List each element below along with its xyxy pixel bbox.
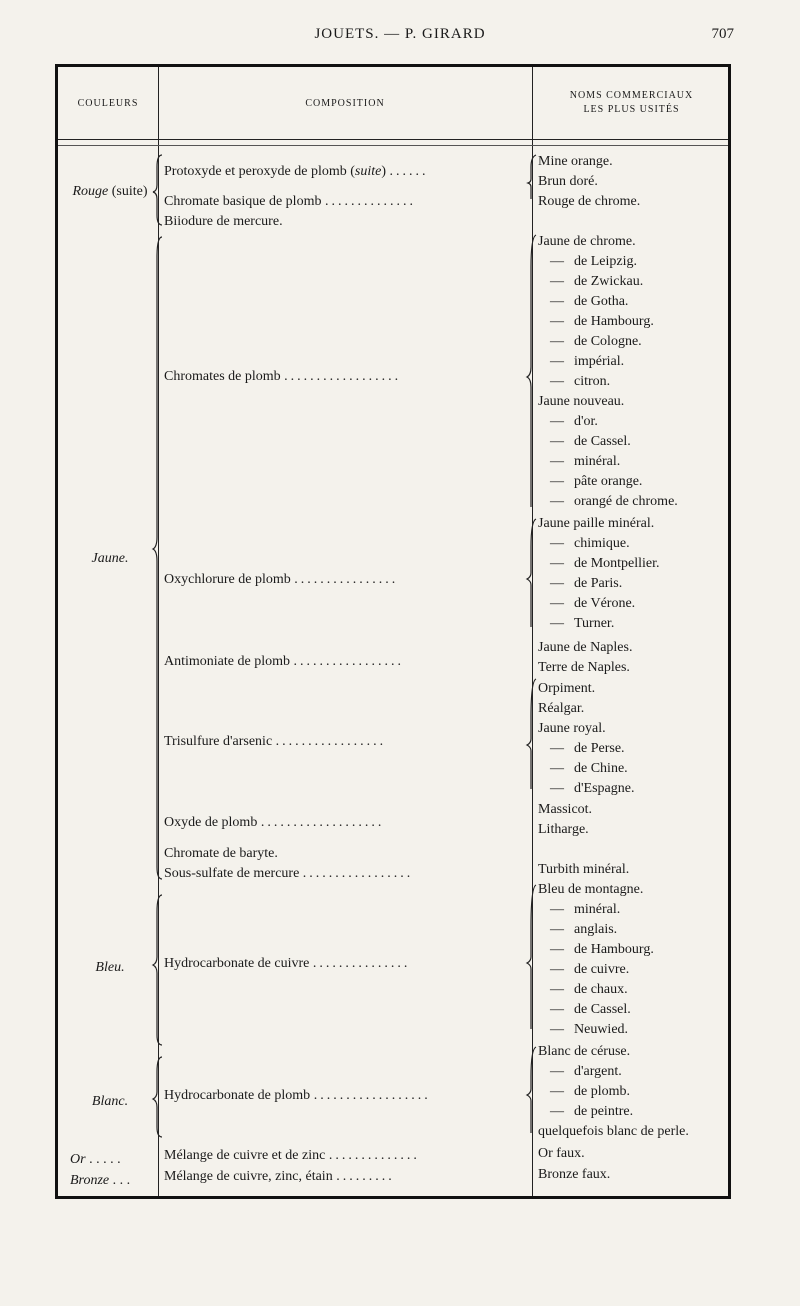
trade-name: quelquefois blanc de perle. [538,1124,689,1139]
trade-name: — d'Espagne. [550,781,635,796]
color-label-bronze: Bronze . . . [70,1173,131,1188]
column-header-colors: COULEURS [77,98,139,109]
trade-name: — de Cassel. [550,1002,631,1017]
trade-name: — de Zwickau. [550,274,644,289]
trade-name: — de Hambourg. [550,314,654,329]
composition-item: Chromates de plomb .................. [164,369,402,384]
column-divider [532,67,533,1196]
composition-item: Antimoniate de plomb ................. [164,654,404,669]
trade-name: Litharge. [538,822,589,837]
trade-name: Brun doré. [538,174,598,189]
trade-name: — de Cassel. [550,434,631,449]
trade-name: — anglais. [550,922,618,937]
trade-name: — de Cologne. [550,334,642,349]
trade-name: — de cuivre. [550,962,630,977]
trade-name: — de Montpellier. [550,556,660,571]
trade-name: — impérial. [550,354,625,369]
trade-name: — Turner. [550,616,615,631]
composition-item: Chromate de baryte. [164,846,278,861]
trade-name: Turbith minéral. [538,862,630,877]
column-header-names: NOMS COMMERCIAUX LES PLUS USITÉS [569,90,694,115]
column-header-composition: COMPOSITION [305,98,385,109]
trade-name: Bleu de montagne. [538,882,644,897]
trade-name: Jaune royal. [538,721,606,736]
trade-name: Jaune paille minéral. [538,516,655,531]
pigment-table [55,64,731,1199]
composition-item: Biiodure de mercure. [164,214,283,229]
trade-name: Jaune de Naples. [538,640,633,655]
column-divider [158,67,159,1196]
page-header [0,26,800,46]
composition-item: Hydrocarbonate de cuivre ............... [164,956,411,971]
composition-item: Protoxyde et peroxyde de plomb (suite) ...... [164,164,429,179]
trade-name: — d'or. [550,414,598,429]
trade-name: — Neuwied. [550,1022,629,1037]
trade-name: — orangé de chrome. [550,494,678,509]
composition-item: Mélange de cuivre, zinc, étain ......... [164,1169,395,1184]
trade-name: — minéral. [550,454,621,469]
trade-name: — de Chine. [550,761,628,776]
trade-name: — de Perse. [550,741,625,756]
color-label-blanc: Blanc. [91,1094,129,1109]
trade-name: — de peintre. [550,1104,634,1119]
trade-name: Rouge de chrome. [538,194,641,209]
trade-name: Jaune nouveau. [538,394,625,409]
composition-item: Oxyde de plomb ................... [164,815,385,830]
composition-item: Sous-sulfate de mercure ................. [164,866,414,881]
trade-name: — de Leipzig. [550,254,637,269]
trade-name: — de Hambourg. [550,942,654,957]
trade-name: — citron. [550,374,611,389]
color-label-bleu: Bleu. [95,960,125,975]
trade-name: — minéral. [550,902,621,917]
header-rule [58,145,728,146]
trade-name: — de Gotha. [550,294,629,309]
trade-name: Mine orange. [538,154,613,169]
composition-item: Chromate basique de plomb .............. [164,194,416,209]
trade-name: Bronze faux. [538,1167,611,1182]
header-rule [58,139,728,140]
trade-name: Blanc de céruse. [538,1044,631,1059]
trade-name: Orpiment. [538,681,596,696]
trade-name: — pâte orange. [550,474,643,489]
trade-name: Massicot. [538,802,593,817]
composition-item: Oxychlorure de plomb ................ [164,572,399,587]
trade-name: — de Paris. [550,576,623,591]
trade-name: Jaune de chrome. [538,234,636,249]
color-label-rouge: Rouge (suite) [72,184,148,199]
trade-name: — chimique. [550,536,630,551]
trade-name: Réalgar. [538,701,585,716]
trade-name: Or faux. [538,1146,585,1161]
trade-name: — de Vérone. [550,596,636,611]
color-label-or: Or . . . . . [70,1152,121,1167]
color-label-jaune: Jaune. [91,551,129,566]
trade-name: — de chaux. [550,982,628,997]
page-number: 707 [711,26,734,42]
composition-item: Mélange de cuivre et de zinc .............. [164,1148,420,1163]
trade-name: — de plomb. [550,1084,630,1099]
composition-item: Trisulfure d'arsenic ................. [164,734,387,749]
composition-item: Hydrocarbonate de plomb .................. [164,1088,431,1103]
trade-name: — d'argent. [550,1064,622,1079]
trade-name: Terre de Naples. [538,660,630,675]
running-title: JOUETS. — P. GIRARD [314,26,486,42]
